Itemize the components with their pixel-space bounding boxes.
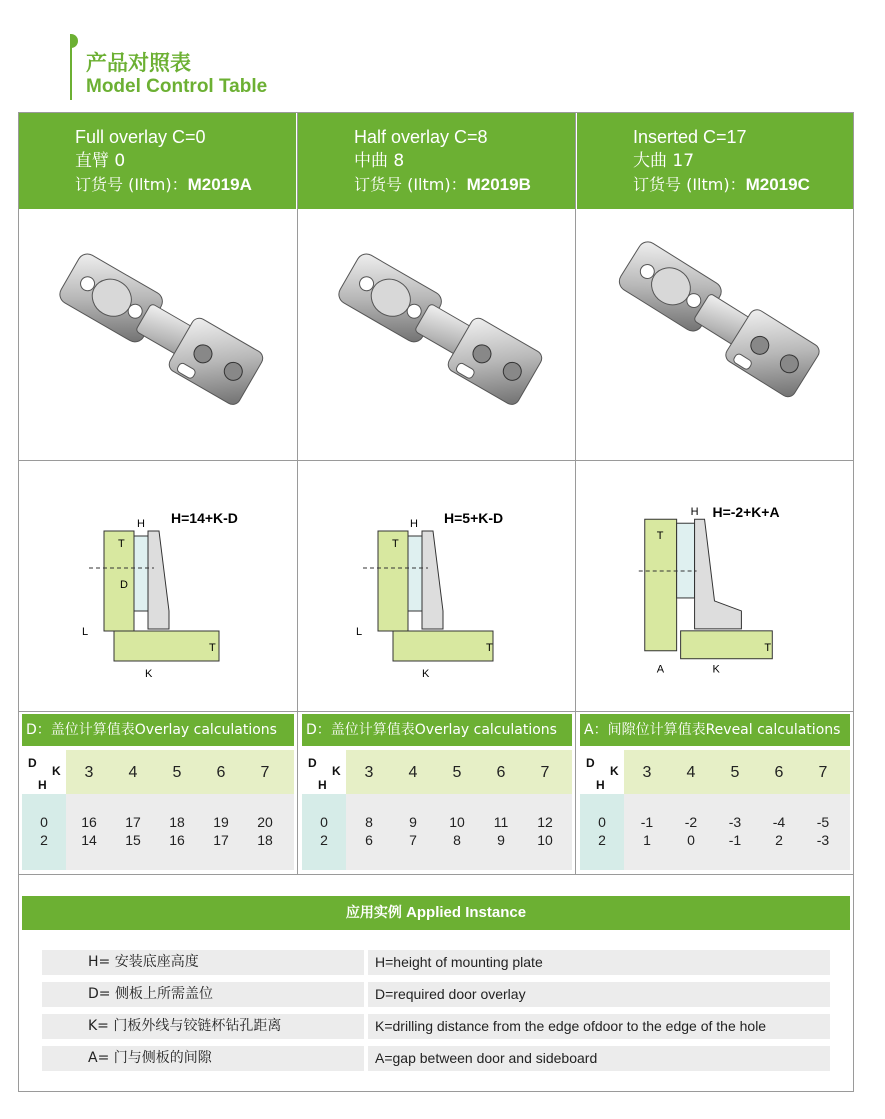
legend-en: K=drilling distance from the edge ofdoor to the edge of the hole — [375, 1018, 767, 1034]
legend-en: D=required door overlay — [375, 986, 526, 1002]
legend-row — [42, 1014, 830, 1039]
diagram-half-overlay — [298, 461, 575, 711]
overlay-value: 15 — [125, 832, 141, 848]
corner-cell — [22, 750, 66, 794]
overlay-value: 9 — [409, 814, 417, 830]
legend-cn: D= 侧板上所需盖位 — [88, 986, 213, 1002]
legend-en: H=height of mounting plate — [375, 954, 543, 970]
k-value: 3 — [364, 764, 374, 781]
hinge-photo-inserted — [577, 210, 853, 460]
item-number — [354, 173, 575, 197]
label-t2: T — [209, 642, 216, 654]
label-a: A — [656, 663, 665, 676]
diagram-inserted — [577, 461, 853, 711]
calc-title-a: D：盖位计算值表Overlay calculations — [22, 714, 294, 746]
overlay-value: 9 — [497, 832, 505, 848]
column-header-c — [577, 113, 853, 209]
legend-cn: A= 门与侧板的间隙 — [88, 1050, 212, 1066]
label-t2: T — [486, 642, 493, 654]
label-l: L — [356, 626, 363, 638]
diagram-full-overlay — [19, 461, 296, 711]
overlay-value: 8 — [365, 814, 373, 830]
column-header-a — [19, 113, 296, 209]
calc-table — [580, 750, 850, 870]
label-k: K — [422, 668, 430, 680]
k-value: 3 — [642, 764, 652, 781]
column-divider — [575, 112, 576, 874]
calc-table — [22, 750, 294, 870]
k-value: 4 — [408, 764, 418, 781]
overlay-value: 16 — [81, 814, 97, 830]
k-value: 7 — [540, 764, 550, 781]
overlay-value: 14 — [81, 832, 97, 848]
legend-cn: H= 安装底座高度 — [88, 954, 199, 970]
item-prefix: 订货号 (Iltm)： — [633, 175, 746, 194]
overlay-value: 0 — [687, 832, 695, 848]
overlay-value: 18 — [169, 814, 185, 830]
overlay-value: 19 — [213, 814, 229, 830]
h-value: 0 — [40, 814, 48, 830]
corner-k: K — [52, 764, 61, 778]
label-h: H — [690, 506, 699, 519]
item-code: M2019A — [187, 175, 252, 194]
h-value: 0 — [598, 814, 606, 830]
k-value: 4 — [128, 764, 138, 781]
legend-en: A=gap between door and sideboard — [375, 1050, 598, 1066]
k-value: 7 — [818, 764, 828, 781]
overlay-value: -1 — [728, 832, 742, 848]
legend-cn: K= 门板外线与铰链杯钻孔距离 — [88, 1018, 282, 1034]
h-value: 0 — [320, 814, 328, 830]
overlay-value: 2 — [775, 832, 783, 848]
formula: H=5+K-D — [444, 510, 504, 526]
k-value: 5 — [172, 764, 182, 781]
overlay-type: Inserted C=17 — [633, 127, 747, 147]
corner-cell — [302, 750, 346, 794]
hinge-body — [54, 250, 266, 407]
corner-cell — [580, 750, 624, 794]
corner-k: K — [610, 764, 619, 778]
page-title-en: Model Control Table — [86, 76, 268, 97]
item-number — [633, 173, 853, 197]
corner-k: K — [332, 764, 341, 778]
calc-title-c: A：间隙位计算值表Reveal calculations — [580, 714, 850, 746]
label-h: H — [137, 518, 145, 530]
item-code: M2019C — [745, 175, 810, 194]
applied-instance-header — [22, 896, 850, 930]
applied-title-en: Applied Instance — [406, 904, 527, 921]
label-t: T — [392, 538, 399, 550]
applied-title-cn: 应用实例 — [345, 905, 402, 921]
overlay-value: 8 — [453, 832, 461, 848]
formula: H=14+K-D — [171, 510, 238, 526]
overlay-value: 11 — [493, 814, 509, 830]
k-value: 4 — [686, 764, 696, 781]
corner-h: H — [596, 778, 605, 792]
overlay-value: -5 — [816, 814, 830, 830]
corner-h: H — [318, 778, 327, 792]
overlay-value: 10 — [449, 814, 465, 830]
item-number — [75, 173, 296, 197]
hinge-photo-full-overlay — [19, 210, 296, 460]
corner-d: D — [308, 756, 317, 770]
h-value: 2 — [320, 832, 328, 848]
label-t: T — [656, 530, 664, 543]
k-value: 7 — [260, 764, 270, 781]
k-value: 3 — [84, 764, 94, 781]
overlay-type-cn: 大曲 17 — [633, 151, 695, 171]
overlay-value: 6 — [365, 832, 373, 848]
label-d: D — [120, 579, 128, 591]
label-t: T — [118, 538, 125, 550]
overlay-type-cn: 中曲 8 — [354, 151, 405, 171]
legend-row — [42, 982, 830, 1007]
overlay-type: Full overlay C=0 — [75, 127, 206, 147]
overlay-value: -3 — [728, 814, 742, 830]
overlay-type: Half overlay C=8 — [354, 127, 488, 147]
h-value: 2 — [598, 832, 606, 848]
overlay-value: -1 — [640, 814, 654, 830]
legend-row — [42, 950, 830, 975]
label-t2: T — [764, 641, 772, 654]
label-l: L — [82, 626, 89, 638]
k-value: 5 — [452, 764, 462, 781]
corner-d: D — [28, 756, 37, 770]
label-h: H — [410, 518, 418, 530]
overlay-value: -4 — [772, 814, 786, 830]
overlay-value: 17 — [213, 832, 229, 848]
column-header-b — [298, 113, 575, 209]
overlay-value: 16 — [169, 832, 185, 848]
legend-row — [42, 1046, 830, 1071]
label-k: K — [712, 663, 720, 676]
corner-h: H — [38, 778, 47, 792]
overlay-value: 20 — [257, 814, 273, 830]
calc-table — [302, 750, 572, 870]
overlay-value: 7 — [409, 832, 417, 848]
k-value: 6 — [496, 764, 506, 781]
overlay-value: -3 — [816, 832, 830, 848]
overlay-value: 10 — [537, 832, 553, 848]
hinge-photo-half-overlay — [298, 210, 575, 460]
item-code: M2019B — [466, 175, 531, 194]
title-accent-bar — [70, 36, 72, 100]
row-divider — [18, 711, 854, 712]
formula: H=-2+K+A — [712, 504, 780, 521]
k-value: 5 — [730, 764, 740, 781]
overlay-value: 18 — [257, 832, 273, 848]
overlay-value: 1 — [643, 832, 651, 848]
k-value: 6 — [216, 764, 226, 781]
overlay-type-cn: 直臂 0 — [75, 151, 126, 171]
item-prefix: 订货号 (Iltm)： — [75, 175, 188, 194]
overlay-value: -2 — [684, 814, 698, 830]
overlay-value: 12 — [537, 814, 553, 830]
h-value: 2 — [40, 832, 48, 848]
row-divider — [18, 874, 854, 875]
page-title-cn: 产品对照表 — [86, 51, 191, 75]
item-prefix: 订货号 (Iltm)： — [354, 175, 467, 194]
k-value: 6 — [774, 764, 784, 781]
corner-d: D — [586, 756, 595, 770]
calc-title-b: D：盖位计算值表Overlay calculations — [302, 714, 572, 746]
overlay-value: 17 — [125, 814, 141, 830]
label-k: K — [145, 668, 153, 680]
